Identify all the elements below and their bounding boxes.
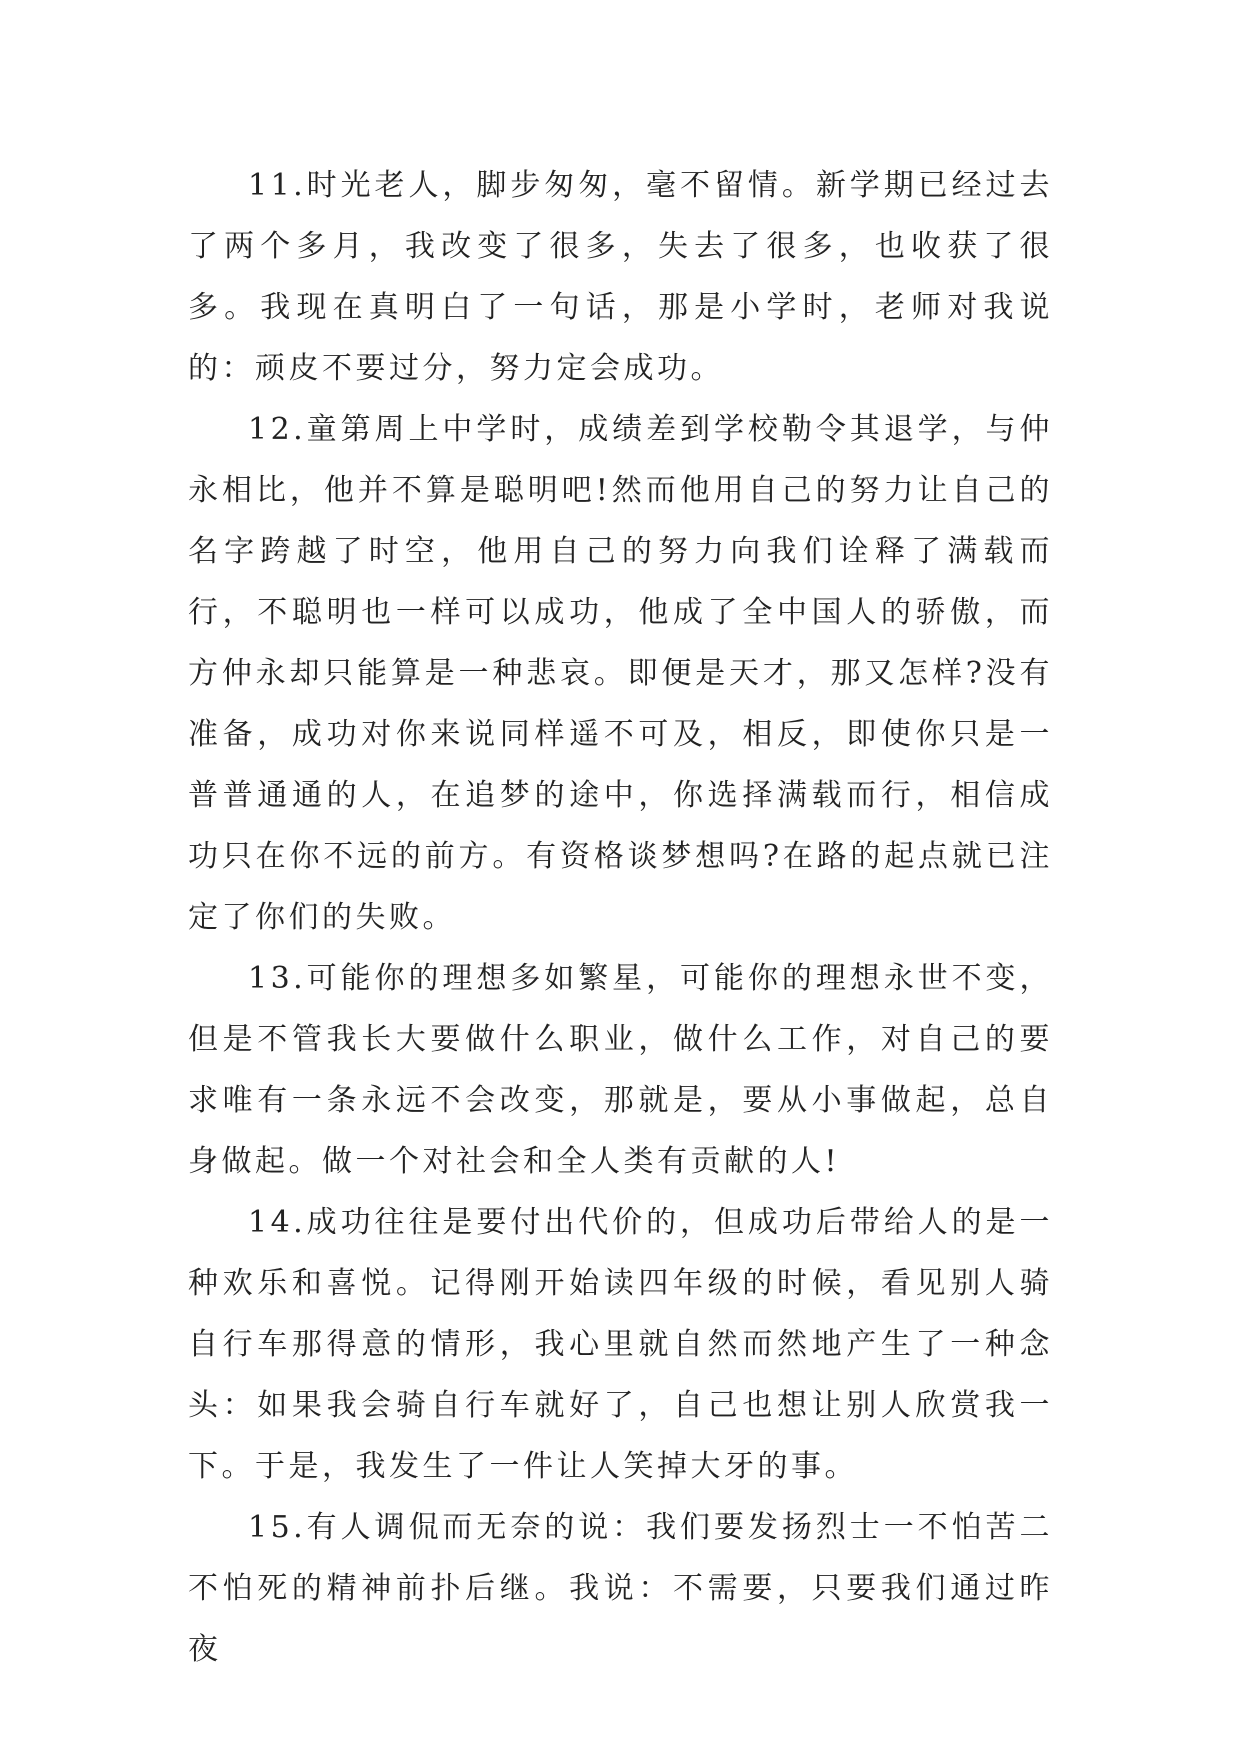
paragraph-13: 13.可能你的理想多如繁星，可能你的理想永世不变，但是不管我长大要做什么职业，做什么工作，对自己的要求唯有一条永远不会改变，那就是，要从小事做起，总自身做起。做一个对社会和全人类有贡献的人! (188, 961, 1053, 1179)
paragraph-15: 15.有人调侃而无奈的说：我们要发扬烈士一不怕苦二不怕死的精神前扑后继。我说：不需要，只要我们通过昨夜 (188, 1510, 1053, 1667)
paragraph-12: 12.童第周上中学时，成绩差到学校勒令其退学，与仲永相比，他并不算是聪明吧!然而他用自己的努力让自己的名字跨越了时空，他用自己的努力向我们诠释了满载而行，不聪明也一样可以成功，他成了全中国人的骄傲，而方仲永却只能算是一种悲哀。即便是天才，那又怎样?没有准备，成功对你来说同样遥不可及，相反，即使你只是一普普通通的人，在追梦的途中，你选择满载而行，相信成功只在你不远的前方。有资格谈梦想吗?在路的起点就已注定了你们的失败。 (188, 412, 1053, 935)
paragraph-11: 11.时光老人，脚步匆匆，毫不留情。新学期已经过去了两个多月，我改变了很多，失去了很多，也收获了很多。我现在真明白了一句话，那是小学时，老师对我说的：顽皮不要过分，努力定会成功。 (188, 168, 1053, 386)
paragraph-14: 14.成功往往是要付出代价的，但成功后带给人的是一种欢乐和喜悦。记得刚开始读四年级的时候，看见别人骑自行车那得意的情形，我心里就自然而然地产生了一种念头：如果我会骑自行车就好了，自己也想让别人欣赏我一下。于是，我发生了一件让人笑掉大牙的事。 (188, 1205, 1053, 1484)
document-body (188, 155, 1053, 1680)
